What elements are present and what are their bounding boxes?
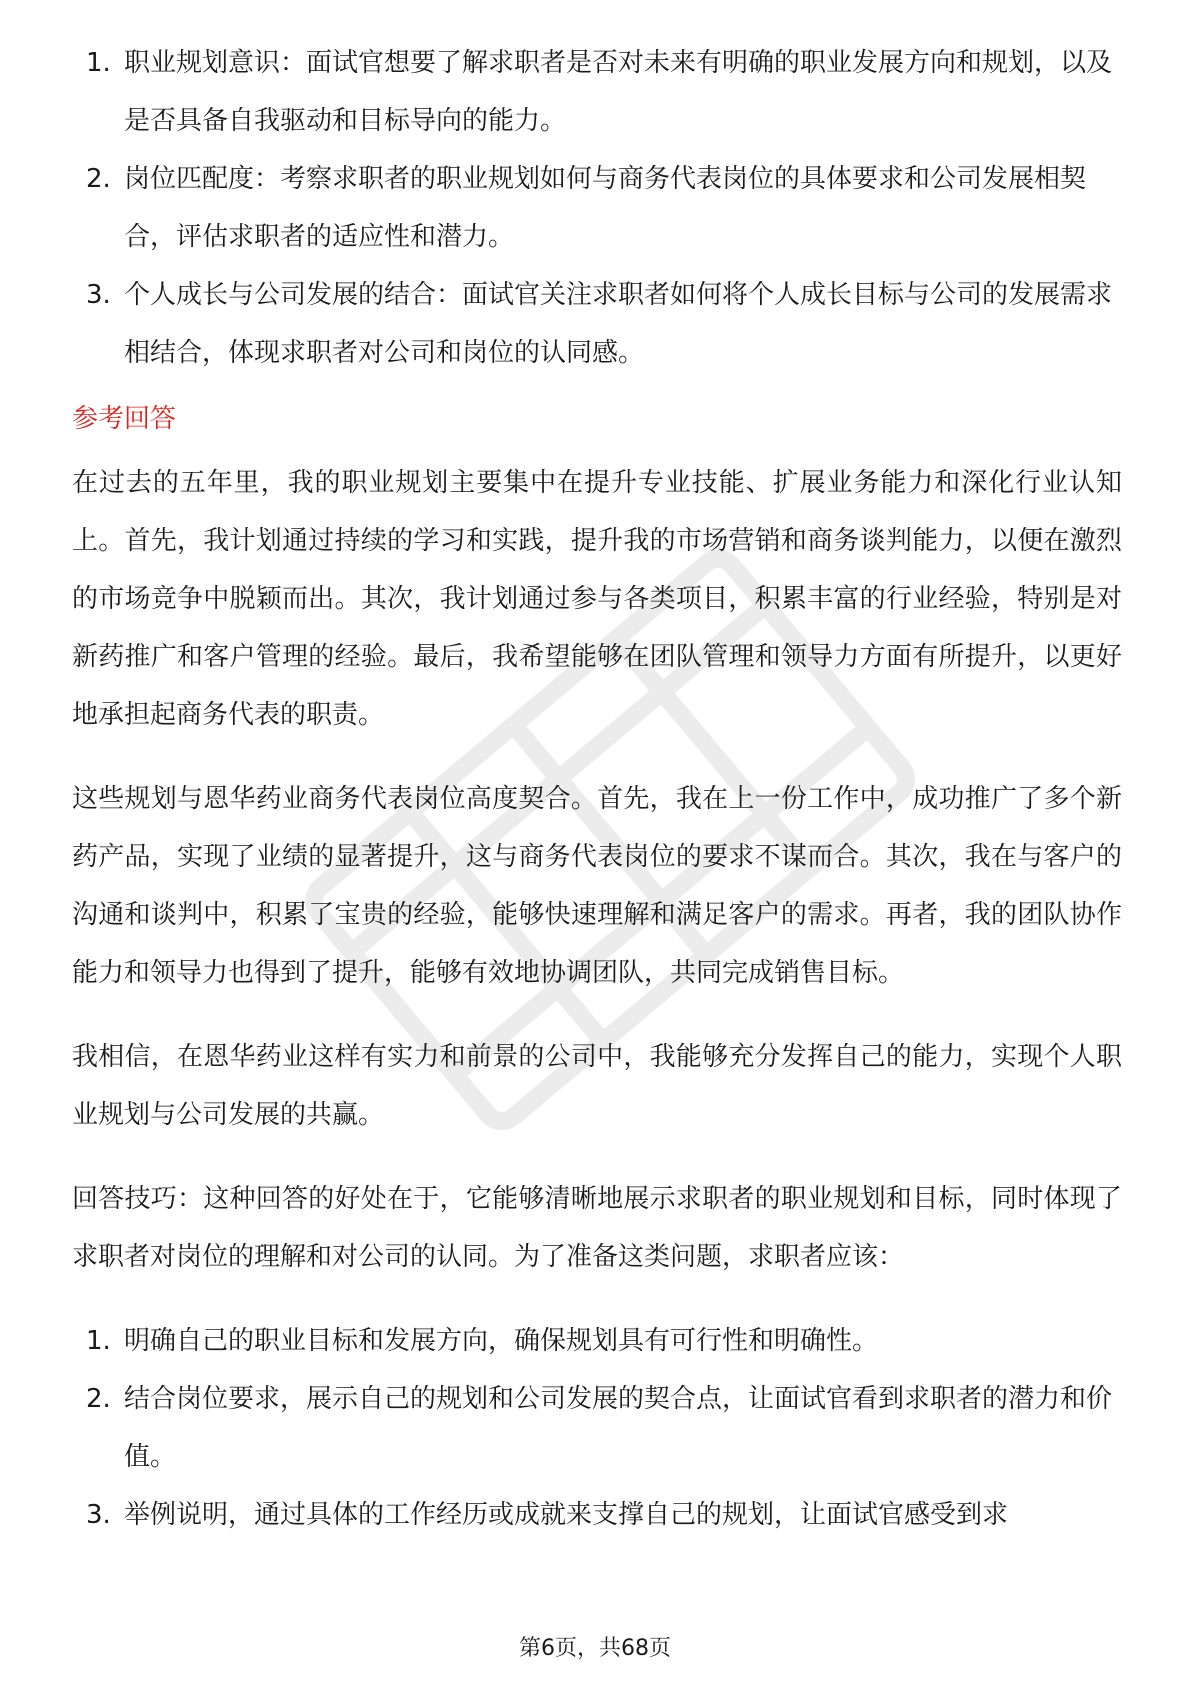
intro-list — [72, 34, 1122, 382]
list-item — [72, 1486, 1122, 1544]
list-item-number: 2. — [86, 1384, 111, 1414]
list-item-number: 2. — [86, 164, 111, 194]
list-item-number: 3. — [86, 1500, 111, 1530]
list-item — [72, 34, 1122, 150]
answer-paragraph: 这些规划与恩华药业商务代表岗位高度契合。首先，我在上一份工作中，成功推广了多个新药产品，实现了业绩的显著提升，这与商务代表岗位的要求不谋而合。其次，我在与客户的沟通和谈判中，积累了宝贵的经验，能够快速理解和满足客户的需求。再者，我的团队协作能力和领导力也得到了提升，能够有效地协调团队，共同完成销售目标。 — [72, 784, 1122, 988]
list-item-text: 举例说明，通过具体的工作经历或成就来支撑自己的规划，让面试官感受到求 — [124, 1500, 1009, 1530]
document-body — [72, 34, 1122, 1544]
list-item-number: 1. — [86, 1326, 111, 1356]
list-item-text: 明确自己的职业目标和发展方向，确保规划具有可行性和明确性。 — [124, 1326, 879, 1356]
answer-paragraph: 我相信，在恩华药业这样有实力和前景的公司中，我能够充分发挥自己的能力，实现个人职业规划与公司发展的共赢。 — [72, 1042, 1122, 1130]
answer-paragraph: 在过去的五年里，我的职业规划主要集中在提升专业技能、扩展业务能力和深化行业认知上。首先，我计划通过持续的学习和实践，提升我的市场营销和商务谈判能力，以便在激烈的市场竞争中脱颖而出。其次，我计划通过参与各类项目，积累丰富的行业经验，特别是对新药推广和客户管理的经验。最后，我希望能够在团队管理和领导力方面有所提升，以更好地承担起商务代表的职责。 — [72, 468, 1122, 730]
list-item — [72, 266, 1122, 382]
list-item-number: 3. — [86, 280, 111, 310]
list-item — [72, 1370, 1122, 1486]
list-item-text: 岗位匹配度：考察求职者的职业规划如何与商务代表岗位的具体要求和公司发展相契合，评估求职者的适应性和潜力。 — [124, 164, 1087, 252]
list-item-number: 1. — [86, 48, 111, 78]
list-item-text: 个人成长与公司发展的结合：面试官关注求职者如何将个人成长目标与公司的发展需求相结合，体现求职者对公司和岗位的认同感。 — [124, 280, 1113, 368]
tips-list — [72, 1312, 1122, 1544]
list-item — [72, 1312, 1122, 1370]
list-item-text: 职业规划意识：面试官想要了解求职者是否对未来有明确的职业发展方向和规划，以及是否具备自我驱动和目标导向的能力。 — [124, 48, 1113, 136]
list-item-text: 结合岗位要求，展示自己的规划和公司发展的契合点，让面试官看到求职者的潜力和价值。 — [124, 1384, 1113, 1472]
tips-paragraph: 回答技巧：这种回答的好处在于，它能够清晰地展示求职者的职业规划和目标，同时体现了求职者对岗位的理解和对公司的认同。为了准备这类问题，求职者应该： — [72, 1184, 1122, 1272]
section-title: 参考回答 — [72, 404, 177, 434]
page-footer: 第6页，共68页 — [519, 1636, 671, 1661]
list-item — [72, 150, 1122, 266]
